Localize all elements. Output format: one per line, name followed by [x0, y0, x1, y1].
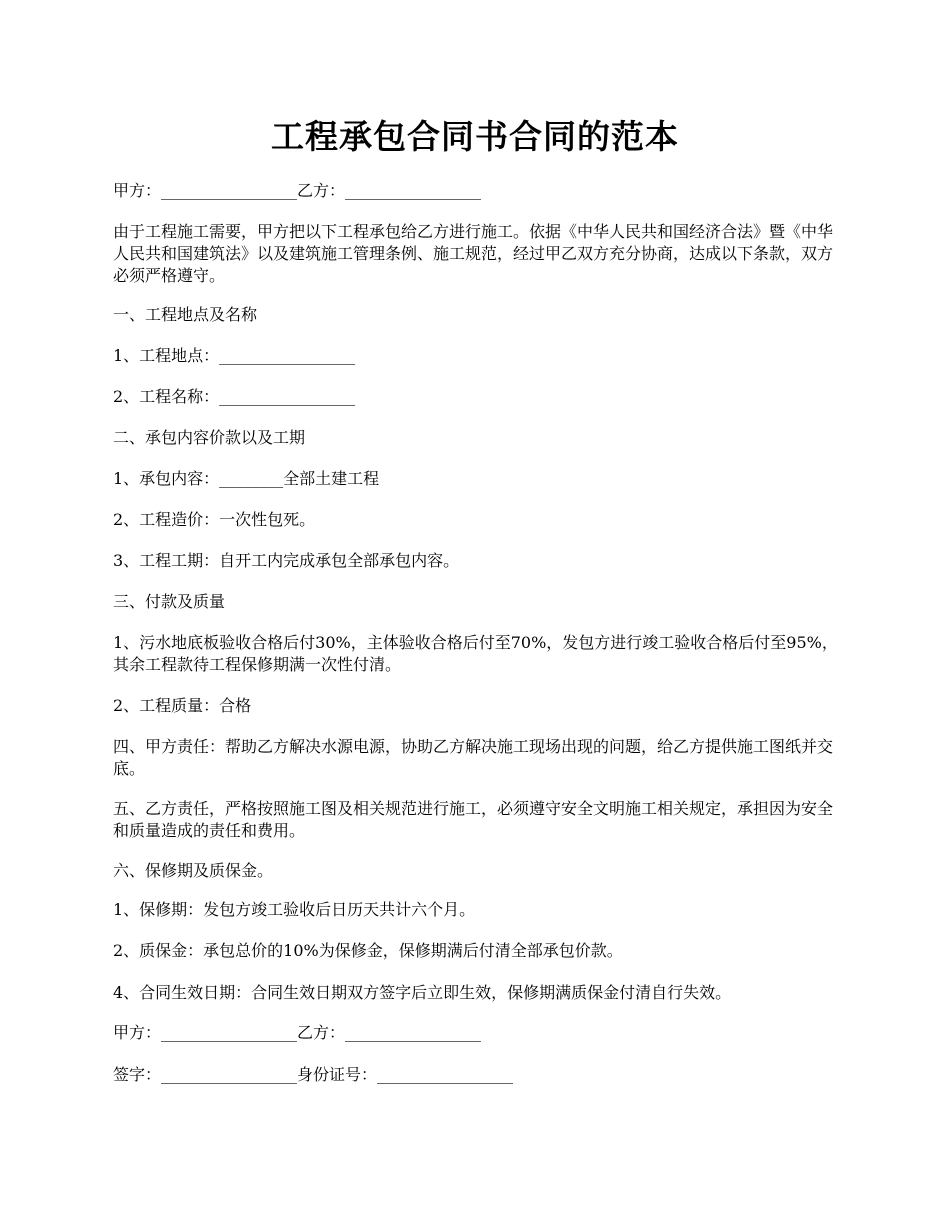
contract-content-line: 1、承包内容：________全部土建工程 — [113, 469, 380, 488]
section-2-heading: 二、承包内容价款以及工期 — [113, 428, 306, 447]
party-a-duties: 四、甲方责任：帮助乙方解决水源电源，协助乙方解决施工现场出现的问题，给乙方提供施工图纸并交底。 — [113, 737, 834, 778]
party-line-top: 甲方：_________________乙方：_________________ — [113, 181, 482, 200]
warranty-period-line: 1、保修期：发包方竣工验收后日历天共计六个月。 — [113, 900, 476, 919]
payment-terms-paragraph: 1、污水地底板验收合格后付30%，主体验收合格后付至70%，发包方进行竣工验收合格后付至95%，其余工程款待工程保修期满一次性付清。 — [113, 633, 838, 674]
project-cost-line: 2、工程造价：一次性包死。 — [113, 510, 316, 529]
signature-line: 签字：_________________身份证号：_________________ — [113, 1065, 514, 1084]
section-6-heading: 六、保修期及质保金。 — [113, 861, 274, 880]
section-3-heading: 三、付款及质量 — [113, 592, 226, 611]
project-location-line: 1、工程地点：_________________ — [113, 346, 356, 365]
party-line-bottom: 甲方：_________________乙方：_________________ — [113, 1023, 482, 1042]
effective-date-line: 4、合同生效日期：合同生效日期双方签字后立即生效，保修期满质保金付清自行失效。 — [113, 983, 732, 1002]
document-title: 工程承包合同书合同的范本 — [271, 117, 679, 156]
intro-paragraph: 由于工程施工需要，甲方把以下工程承包给乙方进行施工。依据《中华人民共和国经济合法》暨《中华人民共和国建筑法》以及建筑施工管理条例、施工规范，经过甲乙双方充分协商，达成以下条款，双方必须严格遵守。 — [113, 222, 834, 285]
project-duration-line: 3、工程工期：自开工内完成承包全部承包内容。 — [113, 551, 460, 570]
party-b-duties: 五、乙方责任，严格按照施工图及相关规范进行施工，必须遵守安全文明施工相关规定，承担因为安全和质量造成的责任和费用。 — [113, 799, 834, 840]
section-1-heading: 一、工程地点及名称 — [113, 305, 258, 324]
retention-money-line: 2、质保金：承包总价的10%为保修金，保修期满后付清全部承包价款。 — [113, 941, 623, 960]
quality-line: 2、工程质量：合格 — [113, 696, 252, 715]
project-name-line: 2、工程名称：_________________ — [113, 387, 356, 406]
